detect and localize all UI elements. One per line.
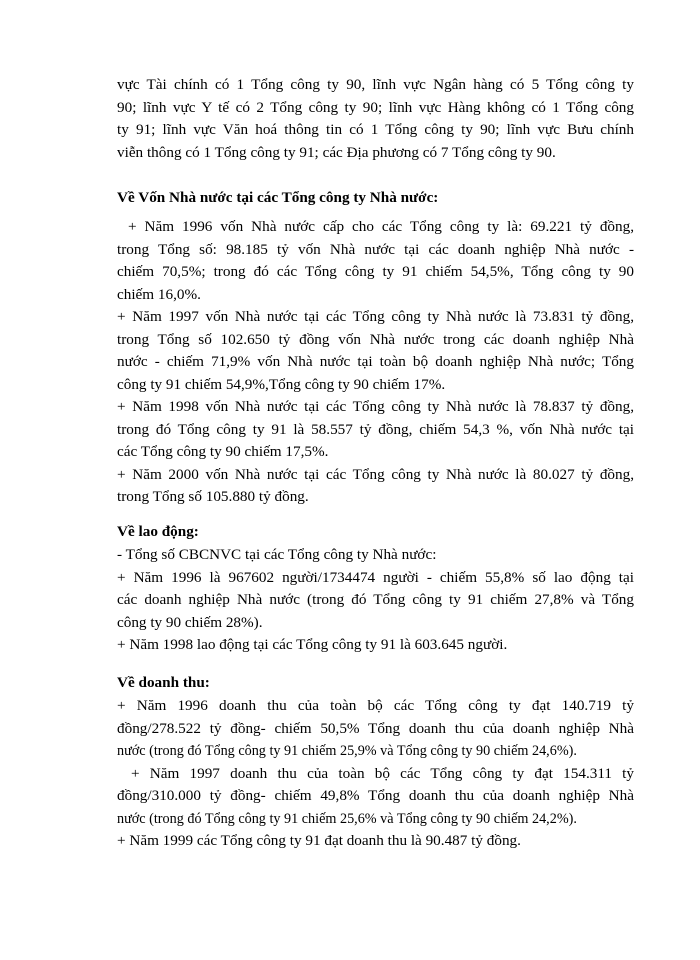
text-line: + Năm 1996 là 967602 người/1734474 người - chiếm 55,8% số lao động tại (117, 568, 634, 586)
capital-section (117, 216, 634, 509)
text-line: nước (trong đó Tổng công ty 91 chiếm 25,9% và Tổng công ty 90 chiếm 24,6%). (117, 743, 577, 759)
text-line: + Năm 1996 doanh thu của toàn bộ các Tổng công ty đạt 140.719 tỷ (117, 697, 634, 714)
text-line: 90; lĩnh vực Y tế có 2 Tổng công ty 90; lĩnh vực Hàng không có 1 Tổng công (117, 98, 634, 116)
text-line: vực Tài chính có 1 Tổng công ty 90, lĩnh vực Ngân hàng có 5 Tổng công ty (117, 76, 634, 93)
revenue-section (117, 695, 634, 853)
labor-section (117, 544, 634, 657)
labor-heading: Về lao động: (117, 523, 199, 540)
text-line: các Tổng công ty 90 chiếm 17,5%. (117, 443, 329, 460)
text-line: chiếm 70,5%; trong đó các Tổng công ty 91 chiếm 54,5%, Tổng công ty 90 (117, 263, 634, 280)
text-line: + Năm 2000 vốn Nhà nước tại các Tổng công ty Nhà nước là 80.027 tỷ đồng, (117, 465, 634, 483)
text-line: nước - chiếm 71,9% vốn Nhà nước tại toàn bộ doanh nghiệp Nhà nước; Tổng (117, 353, 634, 370)
text-line: + Năm 1998 vốn Nhà nước tại các Tổng công ty Nhà nước là 78.837 tỷ đồng, (117, 398, 634, 415)
capital-heading: Về Vốn Nhà nước tại các Tổng công ty Nhà nước: (117, 189, 439, 206)
text-line: trong đó Tổng công ty 91 là 58.557 tỷ đồng, chiếm 54,3 %, vốn Nhà nước tại (117, 420, 634, 438)
text-line: các doanh nghiệp Nhà nước (trong đó Tổng công ty 91 chiếm 27,8% và Tổng (117, 591, 634, 608)
text-line: công ty 90 chiếm 28%). (117, 613, 263, 631)
text-line: trong Tổng số: 98.185 tỷ vốn Nhà nước tại các doanh nghiệp Nhà nước - (117, 240, 634, 258)
text-line: ty 91; lĩnh vực Văn hoá thông tin có 1 Tổng công ty 90; lĩnh vực Bưu chính (117, 121, 634, 138)
text-line: + Năm 1999 các Tổng công ty 91 đạt doanh thu là 90.487 tỷ đồng. (117, 832, 521, 849)
text-line: viễn thông có 1 Tổng công ty 91; các Địa phương có 7 Tổng công ty 90. (117, 143, 556, 161)
text-line: + Năm 1998 lao động tại các Tổng công ty 91 là 603.645 người. (117, 636, 508, 653)
text-line: trong Tổng số 102.650 tỷ đồng vốn Nhà nước trong các doanh nghiệp Nhà (117, 330, 634, 348)
text-line: + Năm 1997 vốn Nhà nước tại các Tổng công ty Nhà nước là 73.831 tỷ đồng, (117, 308, 634, 325)
text-line: trong Tổng số 105.880 tỷ đồng. (117, 488, 309, 505)
text-line: đồng/310.000 tỷ đồng- chiếm 49,8% Tổng doanh thu của doanh nghiệp Nhà (117, 787, 634, 804)
text-line: - Tổng số CBCNVC tại các Tổng công ty Nhà nước: (117, 546, 437, 563)
revenue-heading: Về doanh thu: (117, 674, 210, 691)
text-line: chiếm 16,0%. (117, 285, 201, 303)
intro-paragraph (117, 74, 634, 164)
text-line: + Năm 1997 doanh thu của toàn bộ các Tổng công ty đạt 154.311 tỷ (131, 764, 634, 782)
text-line: + Năm 1996 vốn Nhà nước cấp cho các Tổng công ty là: 69.221 tỷ đồng, (128, 218, 634, 235)
text-line: nước (trong đó Tổng công ty 91 chiếm 25,6% và Tổng công ty 90 chiếm 24,2%). (117, 810, 577, 827)
text-line: đồng/278.522 tỷ đồng- chiếm 50,5% Tổng doanh thu của doanh nghiệp Nhà (117, 719, 634, 737)
text-line: công ty 91 chiếm 54,9%,Tổng công ty 90 chiếm 17%. (117, 375, 446, 393)
